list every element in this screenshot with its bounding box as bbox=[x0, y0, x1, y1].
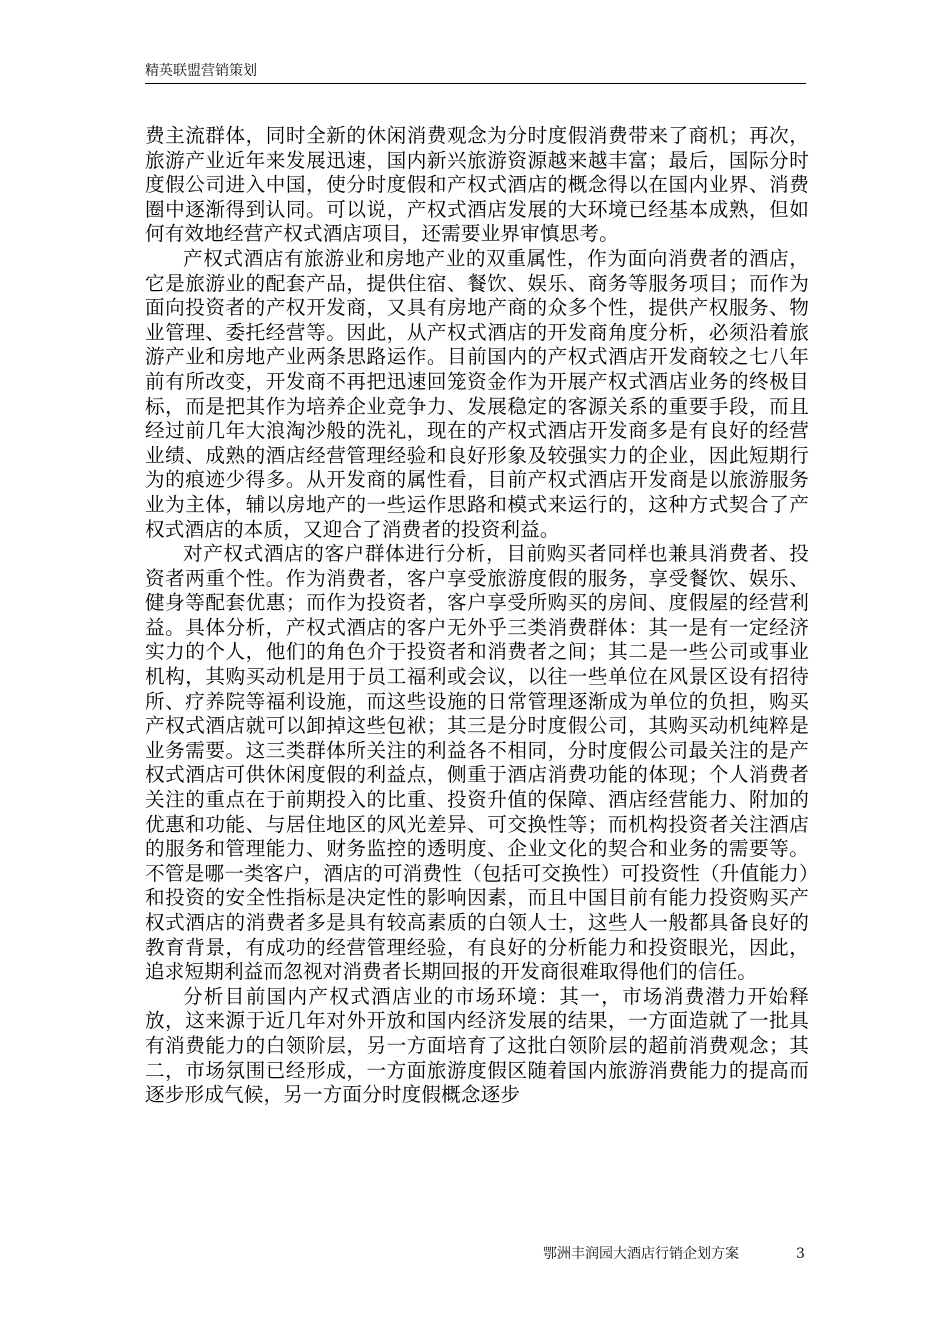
page-number: 3 bbox=[796, 1246, 805, 1262]
paragraph-continuation: 费主流群体，同时全新的休闲消费观念为分时度假消费带来了商机；再次，旅游产业近年来发展迅速，国内新兴旅游资源越来越丰富；最后，国际分时度假公司进入中国，使分时度假和产权式酒店的概念得以在国内业界、消费圈中逐渐得到认同。可以说，产权式酒店发展的大环境已经基本成熟，但如何有效地经营产权式酒店项目，还需要业界审慎思考。 bbox=[145, 124, 809, 246]
paragraph-developer-analysis: 产权式酒店有旅游业和房地产业的双重属性，作为面向消费者的酒店，它是旅游业的配套产品，提供住宿、餐饮、娱乐、商务等服务项目；而作为面向投资者的产权开发商，又具有房地产商的众多个性，提供产权服务、物业管理、委托经营等。因此，从产权式酒店的开发商角度分析，必须沿着旅游产业和房地产业两条思路运作。目前国内的产权式酒店开发商较之七八年前有所改变，开发商不再把迅速回笼资金作为开展产权式酒店业务的终极目标，而是把其作为培养企业竞争力、发展稳定的客源关系的重要手段，而且经过前几年大浪淘沙般的洗礼，现在的产权式酒店开发商多是有良好的经营业绩、成熟的酒店经营管理经验和良好形象及较强实力的企业，因此短期行为的痕迹少得多。从开发商的属性看，目前产权式酒店开发商是以旅游服务业为主体，辅以房地产的一些运作思路和模式来运行的，这种方式契合了产权式酒店的本质，又迎合了消费者的投资利益。 bbox=[145, 246, 809, 541]
page-footer-title: 鄂洲丰润园大酒店行销企划方案 bbox=[543, 1246, 739, 1262]
paragraph-market-environment: 分析目前国内产权式酒店业的市场环境：其一，市场消费潜力开始释放，这来源于近几年对外开放和国内经济发展的结果，一方面造就了一批具有消费能力的白领阶层，另一方面培育了这批白领阶层的超前消费观念；其二，市场氛围已经形成，一方面旅游度假区随着国内旅游消费能力的提高而逐步形成气候，另一方面分时度假概念逐步 bbox=[145, 984, 809, 1107]
page-header-title: 精英联盟营销策划 bbox=[145, 63, 257, 79]
header-divider bbox=[145, 83, 806, 84]
paragraph-customer-analysis: 对产权式酒店的客户群体进行分析，目前购买者同样也兼具消费者、投资者两重个性。作为消费者，客户享受旅游度假的服务，享受餐饮、娱乐、健身等配套优惠；而作为投资者，客户享受所购买的房间、度假屋的经营利益。具体分析，产权式酒店的客户无外乎三类消费群体：其一是有一定经济实力的个人，他们的角色介于投资者和消费者之间；其二是一些公司或事业机构，其购买动机是用于员工福利或会议，以往一些单位在风景区设有招待所、疗养院等福利设施，而这些设施的日常管理逐渐成为单位的负担，购买产权式酒店就可以卸掉这些包袱；其三是分时度假公司，其购买动机纯粹是业务需要。这三类群体所关注的利益各不相同，分时度假公司最关注的是产权式酒店可供休闲度假的利益点，侧重于酒店消费功能的体现；个人消费者关注的重点在于前期投入的比重、投资升值的保障、酒店经营能力、附加的优惠和功能、与居住地区的风光差异、可交换性等；而机构投资者关注酒店的服务和管理能力、财务监控的透明度、企业文化的契合和业务的需要等。不管是哪一类客户，酒店的可消费性（包括可交换性）可投资性（升值能力）和投资的安全性指标是决定性的影响因素，而且中国目前有能力投资购买产权式酒店的消费者多是具有较高素质的白领人士，这些人一般都具备良好的教育背景，有成功的经营管理经验，有良好的分析能力和投资眼光，因此，追求短期利益而忽视对消费者长期回报的开发商很难取得他们的信任。 bbox=[145, 542, 809, 984]
document-body bbox=[145, 124, 809, 1108]
